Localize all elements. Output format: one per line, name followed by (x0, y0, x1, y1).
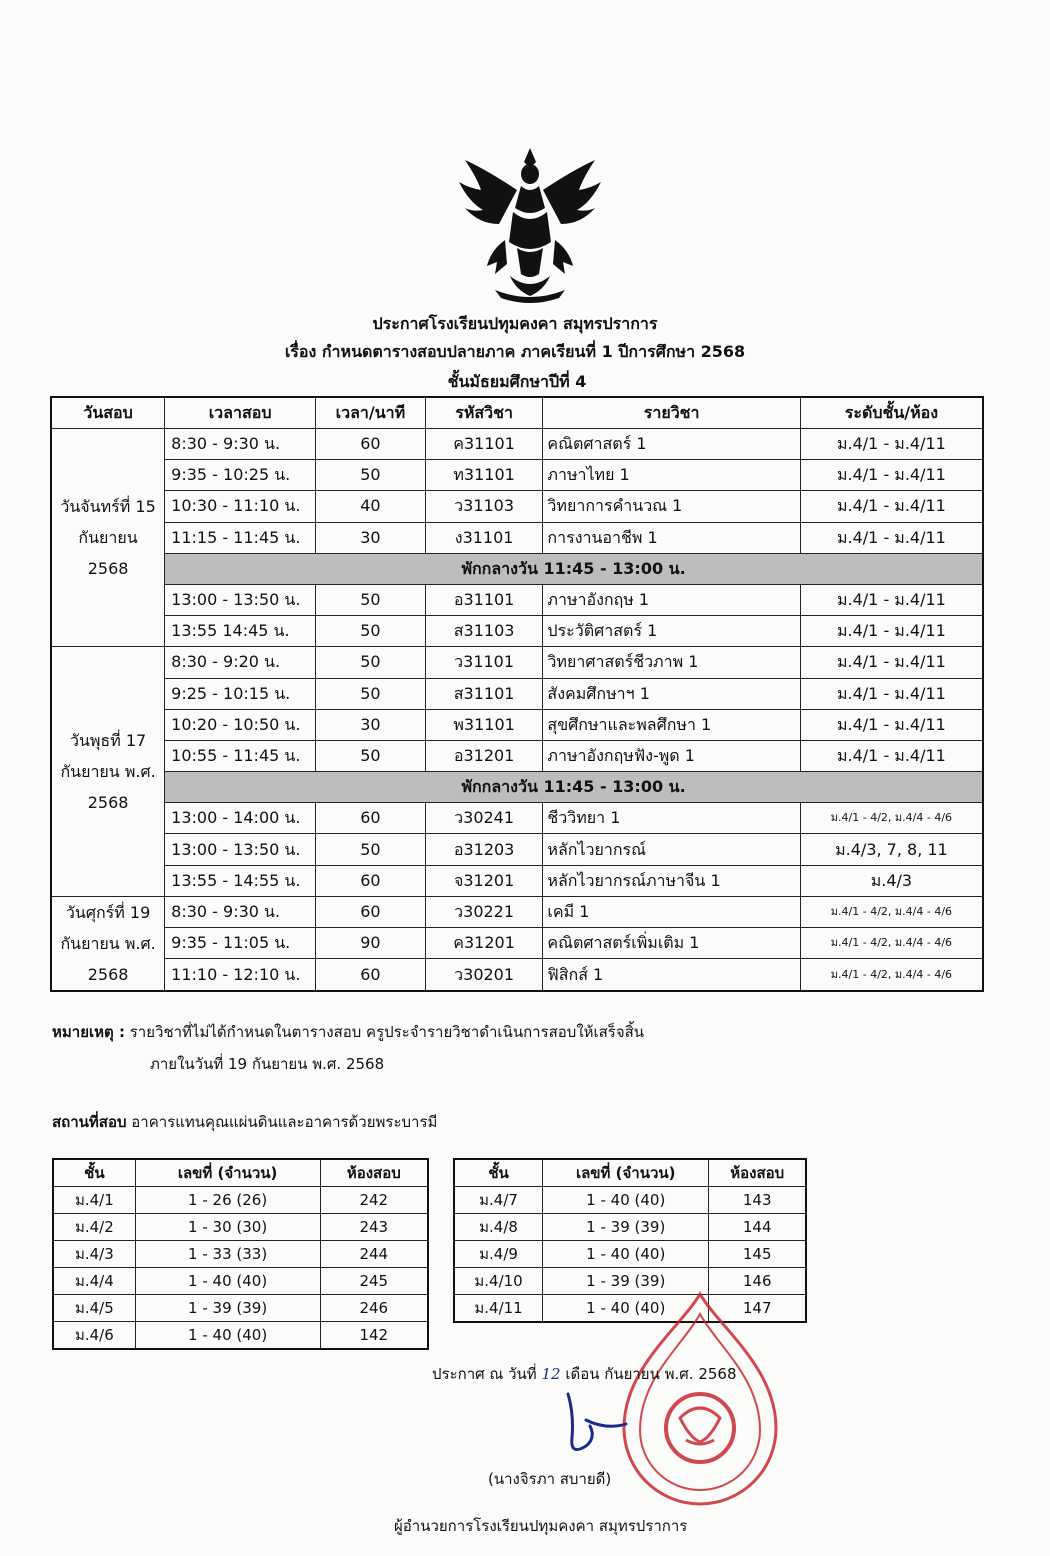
table-row (51, 709, 983, 740)
announce-day: 12 (541, 1365, 561, 1383)
duration-cell: 90 (316, 928, 426, 959)
class-cell: ม.4/5 (53, 1295, 135, 1322)
header-exam-day: วันสอบ (51, 397, 165, 429)
header-exam-time: เวลาสอบ (165, 397, 316, 429)
seat-range-cell: 1 - 26 (26) (135, 1187, 320, 1214)
table-row (51, 491, 983, 522)
duration-cell: 50 (316, 647, 426, 678)
announcement-title: ประกาศโรงเรียนปทุมคงคา สมุทรปราการ (372, 314, 658, 333)
class-cell: ม.4/11 (454, 1295, 543, 1323)
remark-label: หมายเหตุ : (52, 1023, 125, 1041)
remark-text-1: รายวิชาที่ไม่ได้กำหนดในตารางสอบ ครูประจำรายวิชาดำเนินการสอบให้เสร็จสิ้น (129, 1023, 645, 1041)
subject-cell: เคมี 1 (543, 896, 800, 927)
table-row (51, 429, 983, 460)
table-row (51, 896, 983, 927)
lunch-break-row (51, 772, 983, 803)
lunch-break-label: พักกลางวัน 11:45 - 13:00 น. (165, 553, 983, 584)
time-cell: 10:20 - 10:50 น. (165, 709, 316, 740)
room-header-row (454, 1159, 806, 1187)
code-cell: ว30221 (425, 896, 543, 927)
time-cell: 13:55 14:45 น. (165, 616, 316, 647)
table-row (51, 865, 983, 896)
code-cell: ค31201 (425, 928, 543, 959)
code-cell: อ31201 (425, 740, 543, 771)
room-number-cell: 146 (709, 1268, 806, 1295)
seat-range-cell: 1 - 40 (40) (135, 1268, 320, 1295)
room-row (454, 1214, 806, 1241)
header-subject-code: รหัสวิชา (425, 397, 543, 429)
exam-venue (52, 1110, 437, 1134)
signature-icon (540, 1390, 650, 1470)
room-row (53, 1241, 428, 1268)
subject-cell: การงานอาชีพ 1 (543, 522, 800, 553)
room-number-cell: 243 (320, 1214, 428, 1241)
duration-cell: 50 (316, 740, 426, 771)
header-class-level: ระดับชั้น/ห้อง (800, 397, 983, 429)
code-cell: อ31101 (425, 584, 543, 615)
table-row (51, 647, 983, 678)
header-duration: เวลา/นาที (316, 397, 426, 429)
duration-cell: 60 (316, 865, 426, 896)
subject-cell: ภาษาอังกฤษ 1 (543, 584, 800, 615)
subject-cell: คณิตศาสตร์เพิ่มเติม 1 (543, 928, 800, 959)
subject-cell: ประวัติศาสตร์ 1 (543, 616, 800, 647)
room-row (53, 1214, 428, 1241)
time-cell: 13:55 - 14:55 น. (165, 865, 316, 896)
level-cell: ม.4/1 - ม.4/11 (800, 678, 983, 709)
seat-range-cell: 1 - 40 (40) (543, 1295, 709, 1323)
level-cell: ม.4/1 - 4/2, ม.4/4 - 4/6 (800, 896, 983, 927)
duration-cell: 50 (316, 678, 426, 709)
class-cell: ม.4/1 (53, 1187, 135, 1214)
room-number-cell: 143 (709, 1187, 806, 1214)
duration-cell: 30 (316, 522, 426, 553)
seat-range-cell: 1 - 39 (39) (543, 1268, 709, 1295)
lunch-break-row (51, 553, 983, 584)
header-exam-room: ห้องสอบ (709, 1159, 806, 1187)
table-row (51, 678, 983, 709)
subject-cell: ภาษาอังกฤษฟัง-พูด 1 (543, 740, 800, 771)
level-cell: ม.4/1 - 4/2, ม.4/4 - 4/6 (800, 928, 983, 959)
remark-text-2: ภายในวันที่ 19 กันยายน พ.ศ. 2568 (150, 1055, 385, 1073)
remark-line-1 (52, 1020, 644, 1044)
subject-cell: สังคมศึกษาฯ 1 (543, 678, 800, 709)
room-row (454, 1187, 806, 1214)
duration-cell: 60 (316, 429, 426, 460)
class-cell: ม.4/8 (454, 1214, 543, 1241)
code-cell: อ31203 (425, 834, 543, 865)
time-cell: 8:30 - 9:20 น. (165, 647, 316, 678)
venue-text: อาคารแทนคุณแผ่นดินและอาคารด้วยพระบารมี (131, 1113, 438, 1131)
grade-level-title: ชั้นมัธยมศึกษาปีที่ 4 (447, 372, 587, 391)
duration-cell: 50 (316, 584, 426, 615)
code-cell: ว31103 (425, 491, 543, 522)
signer-name: (นางจิรภา สบายดี) (488, 1470, 612, 1488)
code-cell: ว30201 (425, 959, 543, 991)
subject-cell: คณิตศาสตร์ 1 (543, 429, 800, 460)
time-cell: 11:15 - 11:45 น. (165, 522, 316, 553)
table-row (51, 959, 983, 991)
seat-range-cell: 1 - 40 (40) (135, 1322, 320, 1350)
duration-cell: 50 (316, 616, 426, 647)
room-header-row (53, 1159, 428, 1187)
subject-cell: ฟิสิกส์ 1 (543, 959, 800, 991)
time-cell: 13:00 - 14:00 น. (165, 803, 316, 834)
room-row (454, 1241, 806, 1268)
table-row (51, 522, 983, 553)
header-seat-numbers: เลขที่ (จำนวน) (135, 1159, 320, 1187)
seat-range-cell: 1 - 40 (40) (543, 1241, 709, 1268)
announcement-date (432, 1362, 737, 1386)
code-cell: จ31201 (425, 865, 543, 896)
level-cell: ม.4/1 - ม.4/11 (800, 740, 983, 771)
time-cell: 8:30 - 9:30 น. (165, 429, 316, 460)
table-row (51, 740, 983, 771)
announce-prefix: ประกาศ ณ วันที่ (432, 1365, 537, 1383)
level-cell: ม.4/1 - ม.4/11 (800, 460, 983, 491)
subject-cell: วิทยาการคำนวณ 1 (543, 491, 800, 522)
code-cell: ส31101 (425, 678, 543, 709)
level-cell: ม.4/1 - ม.4/11 (800, 522, 983, 553)
header-subject: รายวิชา (543, 397, 800, 429)
duration-cell: 30 (316, 709, 426, 740)
time-cell: 10:55 - 11:45 น. (165, 740, 316, 771)
room-number-cell: 245 (320, 1268, 428, 1295)
code-cell: ส31103 (425, 616, 543, 647)
subject-cell: สุขศึกษาและพลศึกษา 1 (543, 709, 800, 740)
code-cell: ท31101 (425, 460, 543, 491)
code-cell: ว31101 (425, 647, 543, 678)
room-row (53, 1295, 428, 1322)
duration-cell: 50 (316, 460, 426, 491)
seat-range-cell: 1 - 30 (30) (135, 1214, 320, 1241)
duration-cell: 40 (316, 491, 426, 522)
time-cell: 11:10 - 12:10 น. (165, 959, 316, 991)
room-number-cell: 142 (320, 1322, 428, 1350)
lunch-break-label: พักกลางวัน 11:45 - 13:00 น. (165, 772, 983, 803)
time-cell: 9:25 - 10:15 น. (165, 678, 316, 709)
code-cell: ง31101 (425, 522, 543, 553)
level-cell: ม.4/1 - ม.4/11 (800, 616, 983, 647)
seat-range-cell: 1 - 39 (39) (543, 1214, 709, 1241)
time-cell: 13:00 - 13:50 น. (165, 584, 316, 615)
room-number-cell: 242 (320, 1187, 428, 1214)
class-cell: ม.4/7 (454, 1187, 543, 1214)
room-table-left (52, 1158, 429, 1350)
level-cell: ม.4/3, 7, 8, 11 (800, 834, 983, 865)
room-row (53, 1322, 428, 1350)
garuda-emblem-icon (455, 140, 605, 310)
level-cell: ม.4/1 - ม.4/11 (800, 491, 983, 522)
time-cell: 8:30 - 9:30 น. (165, 896, 316, 927)
signer-title: ผู้อำนวยการโรงเรียนปทุมคงคา สมุทรปราการ (394, 1517, 688, 1535)
subject-cell: ภาษาไทย 1 (543, 460, 800, 491)
exam-day-cell: วันพุธที่ 17 กันยายน พ.ศ. 2568 (51, 647, 165, 897)
table-row (51, 834, 983, 865)
class-cell: ม.4/3 (53, 1241, 135, 1268)
header-class: ชั้น (53, 1159, 135, 1187)
code-cell: พ31101 (425, 709, 543, 740)
room-number-cell: 244 (320, 1241, 428, 1268)
subject-cell: วิทยาศาสตร์ชีวภาพ 1 (543, 647, 800, 678)
level-cell: ม.4/1 - ม.4/11 (800, 647, 983, 678)
level-cell: ม.4/1 - ม.4/11 (800, 429, 983, 460)
level-cell: ม.4/1 - 4/2, ม.4/4 - 4/6 (800, 803, 983, 834)
room-row (53, 1187, 428, 1214)
seat-range-cell: 1 - 33 (33) (135, 1241, 320, 1268)
duration-cell: 60 (316, 959, 426, 991)
header-seat-numbers: เลขที่ (จำนวน) (543, 1159, 709, 1187)
duration-cell: 50 (316, 834, 426, 865)
table-header-row (51, 397, 983, 429)
venue-label: สถานที่สอบ (52, 1113, 127, 1131)
room-number-cell: 144 (709, 1214, 806, 1241)
duration-cell: 60 (316, 896, 426, 927)
header-class: ชั้น (454, 1159, 543, 1187)
table-row (51, 803, 983, 834)
time-cell: 9:35 - 10:25 น. (165, 460, 316, 491)
time-cell: 10:30 - 11:10 น. (165, 491, 316, 522)
room-number-cell: 246 (320, 1295, 428, 1322)
level-cell: ม.4/3 (800, 865, 983, 896)
class-cell: ม.4/9 (454, 1241, 543, 1268)
class-cell: ม.4/10 (454, 1268, 543, 1295)
room-number-cell: 145 (709, 1241, 806, 1268)
exam-day-cell: วันจันทร์ที่ 15 กันยายน 2568 (51, 429, 165, 647)
level-cell: ม.4/1 - ม.4/11 (800, 584, 983, 615)
time-cell: 13:00 - 13:50 น. (165, 834, 316, 865)
subject-cell: ชีววิทยา 1 (543, 803, 800, 834)
exam-day-cell: วันศุกร์ที่ 19 กันยายน พ.ศ. 2568 (51, 896, 165, 991)
room-number-cell: 147 (709, 1295, 806, 1323)
exam-schedule-table (50, 396, 984, 992)
subject-cell: หลักไวยากรณ์ (543, 834, 800, 865)
table-row (51, 928, 983, 959)
seat-range-cell: 1 - 39 (39) (135, 1295, 320, 1322)
table-row (51, 616, 983, 647)
seat-range-cell: 1 - 40 (40) (543, 1187, 709, 1214)
code-cell: ว30241 (425, 803, 543, 834)
room-row (53, 1268, 428, 1295)
table-row (51, 460, 983, 491)
table-row (51, 584, 983, 615)
announce-suffix: เดือน กันยายน พ.ศ. 2568 (565, 1365, 737, 1383)
level-cell: ม.4/1 - ม.4/11 (800, 709, 983, 740)
class-cell: ม.4/4 (53, 1268, 135, 1295)
class-cell: ม.4/2 (53, 1214, 135, 1241)
time-cell: 9:35 - 11:05 น. (165, 928, 316, 959)
duration-cell: 60 (316, 803, 426, 834)
announcement-subject: เรื่อง กำหนดตารางสอบปลายภาค ภาคเรียนที่ 1 ปีการศึกษา 2568 (284, 342, 746, 361)
subject-cell: หลักไวยากรณ์ภาษาจีน 1 (543, 865, 800, 896)
code-cell: ค31101 (425, 429, 543, 460)
level-cell: ม.4/1 - 4/2, ม.4/4 - 4/6 (800, 959, 983, 991)
header-exam-room: ห้องสอบ (320, 1159, 428, 1187)
class-cell: ม.4/6 (53, 1322, 135, 1350)
